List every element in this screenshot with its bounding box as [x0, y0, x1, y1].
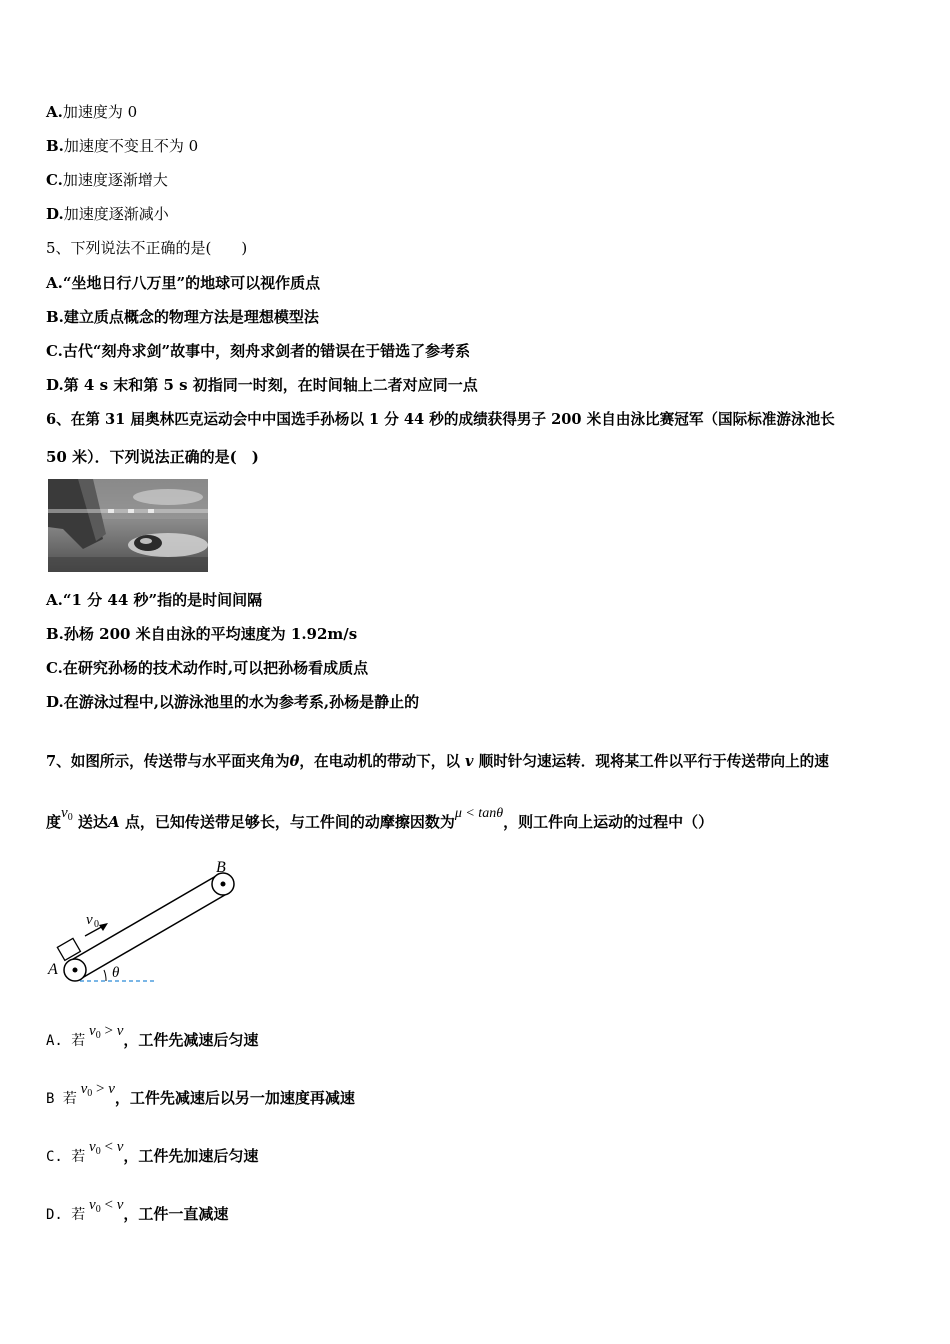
point-a-symbol: A [107, 813, 120, 831]
v-symbol: v [108, 1081, 115, 1097]
option-label: C. [46, 171, 63, 189]
mu-expression: μ < tanθ [454, 806, 504, 821]
relation-symbol: > [96, 1081, 105, 1097]
option-label: A. [46, 591, 63, 609]
q4-option-b [46, 136, 198, 156]
q7-stem-line2 [46, 805, 714, 838]
q7-option-b [46, 1081, 355, 1114]
v0-var: v [80, 1081, 88, 1097]
relation-symbol: < [104, 1139, 113, 1155]
option-label: C. [46, 342, 63, 360]
option-label: A. 若 [46, 1033, 86, 1049]
q6-option-a [46, 590, 262, 610]
v-symbol: v [116, 1023, 124, 1039]
option-text: 加速度逐渐减小 [63, 205, 169, 223]
option-label: A. [46, 274, 63, 292]
option-text: 古代“刻舟求剑”故事中，刻舟求剑者的错误在于错选了参考系 [62, 342, 471, 360]
option-text: “1 分 44 秒”指的是时间间隔 [62, 591, 263, 609]
option-label: D. [46, 205, 64, 223]
relation-symbol: > [104, 1023, 113, 1039]
option-text: 第 4 s 末和第 5 s 初指同一时刻，在时间轴上二者对应同一点 [63, 376, 478, 394]
stem-text: ，则工件向上运动的过程中（） [503, 813, 714, 831]
v0-var: v [89, 1197, 96, 1213]
option-label: D. [46, 376, 64, 394]
v-symbol: v [465, 753, 474, 770]
q6-stem-line2: 50 米）．下列说法正确的是( ) [46, 448, 259, 466]
v-symbol: v [116, 1139, 124, 1155]
option-text: 在研究孙杨的技术动作时,可以把孙杨看成质点 [62, 659, 369, 677]
angle-arc [104, 970, 106, 981]
option-label: B. [46, 625, 64, 643]
option-text: 在游泳过程中,以游泳池里的水为参考系,孙杨是静止的 [63, 693, 420, 711]
option-text: ，工件先减速后匀速 [123, 1031, 259, 1049]
v0-sub: 0 [87, 1088, 93, 1099]
option-label: B. [46, 308, 64, 326]
label-b: B [216, 859, 226, 876]
option-label: D. [46, 693, 64, 711]
stem-text: 度 [46, 813, 62, 831]
stem-text: 送达 [77, 813, 108, 831]
stem-text: 7、如图所示，传送带与水平面夹角为 [46, 753, 290, 770]
v0-symbol [61, 805, 73, 821]
q6-option-c [46, 658, 368, 678]
option-text: 建立质点概念的物理方法是理想模型法 [63, 308, 319, 326]
label-theta: θ [112, 965, 120, 981]
swimmer-photo [48, 479, 208, 572]
option-label: B. [46, 137, 64, 155]
v0-symbol [85, 1023, 123, 1039]
q4-option-d [46, 204, 169, 224]
option-label: C. [46, 659, 63, 677]
option-text: 加速度为 0 [62, 103, 138, 121]
q4-option-a [46, 102, 137, 122]
v0-sub: 0 [95, 1030, 101, 1041]
v0-sub: 0 [67, 812, 73, 823]
q7-option-c [46, 1139, 259, 1172]
option-label: A. [46, 103, 63, 121]
q7-option-a [46, 1023, 259, 1056]
q5-option-c [46, 341, 470, 361]
v-symbol: v [116, 1197, 124, 1213]
label-a: A [48, 961, 58, 978]
q5-option-b [46, 307, 319, 327]
option-text: ，工件先加速后匀速 [123, 1147, 259, 1165]
q5-option-a [46, 273, 320, 293]
v0-symbol [77, 1081, 115, 1097]
v0-var: v [61, 805, 68, 821]
q5-stem: 5、下列说法不正确的是( ) [46, 239, 248, 257]
theta-symbol: θ [289, 753, 300, 770]
relation-symbol: < [104, 1197, 113, 1213]
option-text: “坐地日行八万里”的地球可以视作质点 [62, 274, 321, 292]
conveyor-belt-figure [40, 852, 260, 996]
v0-symbol [85, 1197, 123, 1213]
q6-stem-line1: 6、在第 31 届奥林匹克运动会中中国选手孙杨以 1 分 44 秒的成绩获得男子 200 米自由泳比赛冠军（国际标准游泳池长 [46, 411, 835, 428]
q6-option-d [46, 692, 419, 712]
v0-var: v [89, 1139, 96, 1155]
option-text: ，工件一直减速 [123, 1205, 229, 1223]
option-label: D. 若 [46, 1207, 86, 1223]
option-text: 加速度不变且不为 0 [63, 137, 199, 155]
option-text: 加速度逐渐增大 [62, 171, 168, 189]
label-v0: v [86, 912, 93, 928]
q5-option-d [46, 375, 478, 395]
option-text: 孙杨 200 米自由泳的平均速度为 1.92m/s [63, 625, 358, 643]
option-label: B 若 [46, 1091, 77, 1107]
q7-stem-line1 [46, 752, 829, 772]
v0-var: v [89, 1023, 96, 1039]
v0-sub: 0 [95, 1204, 101, 1215]
v0-sub: 0 [95, 1146, 101, 1157]
q4-option-c [46, 170, 168, 190]
option-text: ，工件先减速后以另一加速度再减速 [114, 1089, 355, 1107]
q6-option-b [46, 624, 357, 644]
stem-text: 点，已知传送带足够长，与工件间的动摩擦因数为 [124, 813, 455, 831]
label-v0-sub: 0 [94, 919, 99, 930]
v0-symbol [85, 1139, 123, 1155]
q7-option-d [46, 1197, 229, 1230]
stem-text: ，在电动机的带动下，以 [299, 753, 460, 770]
belt-lower-line [82, 892, 230, 978]
option-label: C. 若 [46, 1149, 86, 1165]
stem-text: 顺时针匀速运转．现将某工件以平行于传送带向上的速 [478, 753, 829, 770]
